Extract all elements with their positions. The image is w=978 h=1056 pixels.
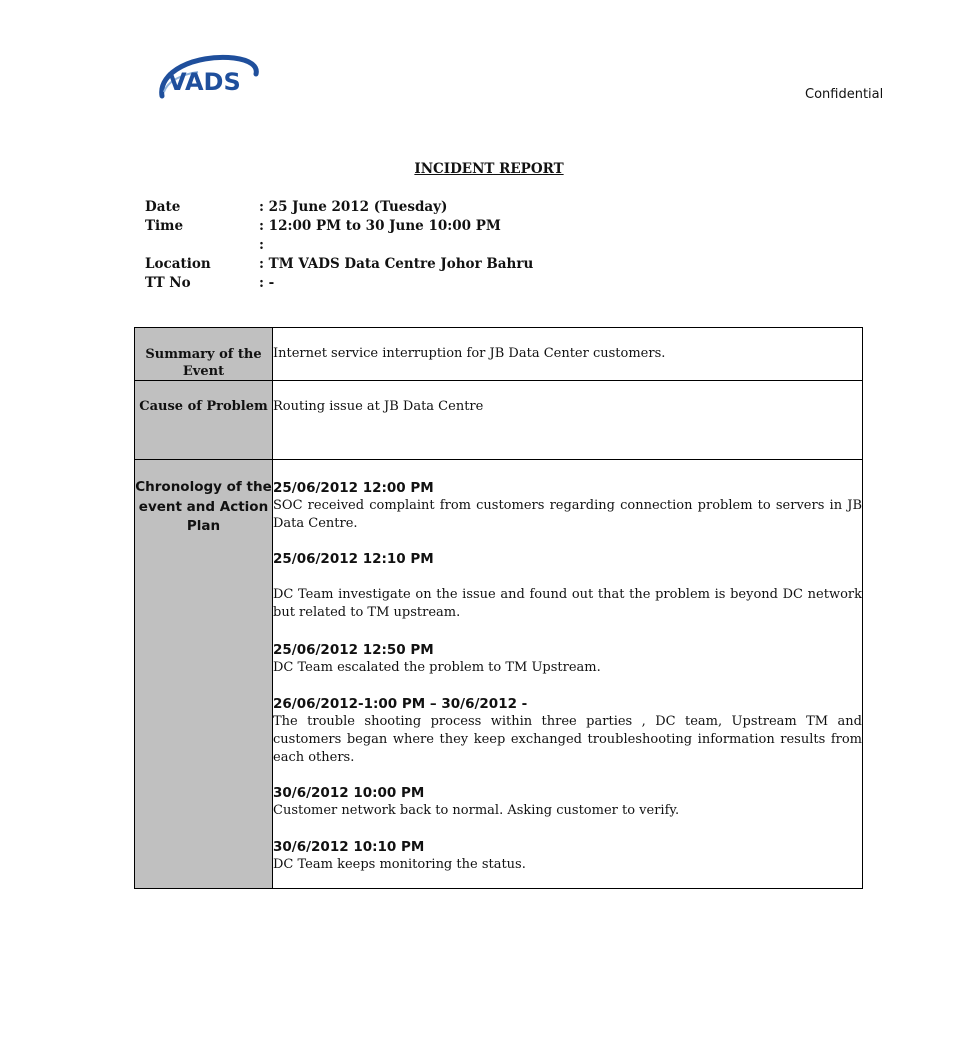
chronology-event [273,784,862,838]
meta-value: : [259,237,264,253]
logo-text: VADS [168,68,241,96]
chronology-event [273,550,862,641]
meta-label: Time [145,218,184,234]
event-time: 25/06/2012 12:00 PM [273,480,434,496]
event-time: 30/6/2012 10:10 PM [273,839,425,855]
summary-content-cell [273,328,863,381]
cause-row [135,381,863,460]
chronology-row [135,460,863,889]
chronology-event [273,479,862,550]
event-description: DC Team keeps monitoring the status. [273,857,526,872]
incident-table [134,327,863,889]
meta-label: Location [145,256,211,272]
meta-value: : 25 June 2012 (Tuesday) [259,199,448,215]
cause-label-cell [135,381,273,460]
report-title: INCIDENT REPORT [414,161,564,177]
event-time: 26/06/2012-1:00 PM – 30/6/2012 - [273,696,528,712]
chronology-label: Chronology of the event and Action Plan [135,479,272,534]
summary-text: Internet service interruption for JB Data Center customers. [273,346,666,361]
chronology-event [273,641,862,695]
confidential-label: Confidential [805,87,884,102]
meta-label: Date [145,199,181,215]
chronology-event [273,838,862,874]
summary-label: Summary of the Event [145,347,262,379]
event-list [273,460,862,874]
meta-label: TT No [145,275,191,291]
cause-label: Cause of Problem [139,399,268,414]
event-description: The trouble shooting process within three parties , DC team, Upstream TM and customers began where they keep exchanged troubleshooting information results from each others. [273,714,862,765]
event-description: Customer network back to normal. Asking customer to verify. [273,803,680,818]
summary-row [135,328,863,381]
chronology-event [273,695,862,784]
summary-label-cell [135,328,273,381]
cause-text: Routing issue at JB Data Centre [273,399,484,414]
event-time: 30/6/2012 10:00 PM [273,785,425,801]
meta-value: : TM VADS Data Centre Johor Bahru [259,256,534,272]
cause-content-cell [273,381,863,460]
vads-logo [154,52,262,104]
chronology-content-cell [273,460,863,889]
event-description: DC Team escalated the problem to TM Upstream. [273,660,601,675]
event-time: 25/06/2012 12:10 PM [273,551,434,567]
event-description: SOC received complaint from customers regarding connection problem to servers in JB Data Centre. [273,498,862,531]
event-time: 25/06/2012 12:50 PM [273,642,434,658]
chronology-label-cell [135,460,273,889]
meta-value: : 12:00 PM to 30 June 10:00 PM [259,218,501,234]
event-description: DC Team investigate on the issue and found out that the problem is beyond DC network but related to TM upstream. [273,587,862,620]
meta-value: : - [259,275,275,291]
